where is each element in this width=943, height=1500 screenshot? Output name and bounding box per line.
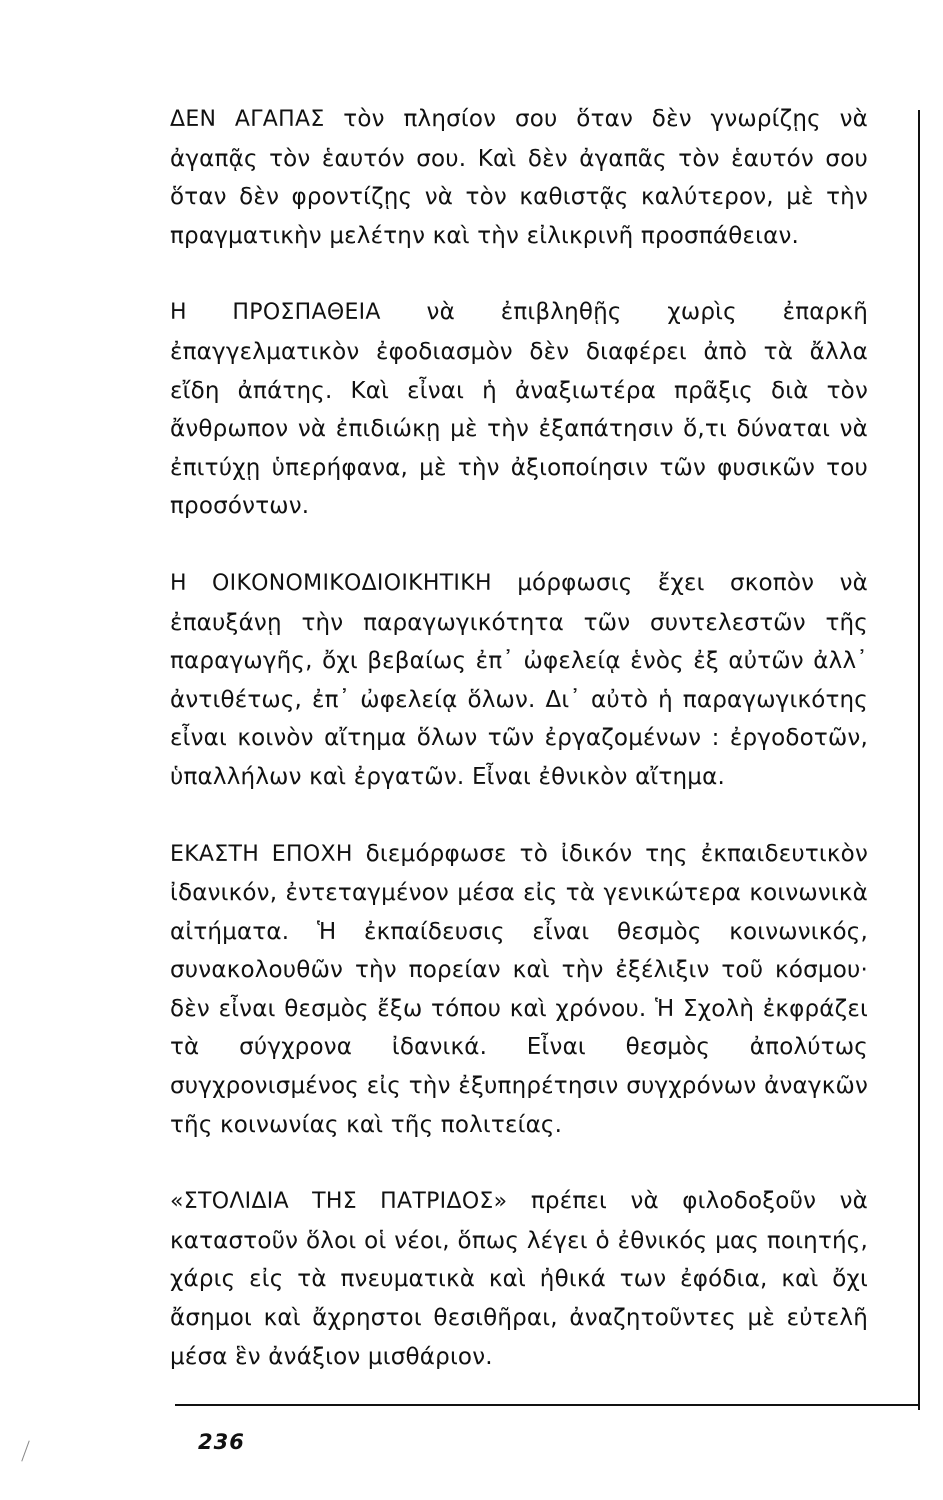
paragraph-prospatheia (170, 293, 868, 526)
text-column (170, 100, 868, 1414)
paragraph-body: νὰ ἐπιβληθῇς χωρὶς ἐπαρκῆ ἐπαγγελματικὸν ἐφοδιασμὸν δὲν διαφέρει ἀπὸ τὰ ἄλλα εἴδη ἀπάτης. Καὶ εἶναι ἡ ἀναξιωτέρα πρᾶξις διὰ τὸν ἄνθρωπον νὰ ἐπιδιώκῃ μὲ τὴν ἐξαπάτησιν ὅ,τι δύναται νὰ ἐπιτύχῃ ὑπερήφανα, μὲ τὴν ἀξιοποίησιν τῶν φυσικῶν του προσόντων. (170, 299, 868, 520)
paragraph-lead: ΔΕΝ ΑΓΑΠΑΣ (170, 107, 325, 132)
paragraph-lead: Η ΟΙΚΟΝΟΜΙΚΟΔΙΟΙΚΗΤΙΚΗ (170, 570, 492, 596)
paragraph-lead: ΕΚΑΣΤΗ ΕΠΟΧΗ (170, 841, 353, 867)
paragraph-ekasti-epochi (170, 835, 868, 1145)
paragraph-body: τὸν πλησίον σου ὅταν δὲν γνωρίζῃς νὰ ἀγαπᾷς τὸν ἑαυτόν σου. Καὶ δὲν ἀγαπᾶς τὸν ἑαυτόν σου ὅταν δὲν φροντίζῃς νὰ τὸν καθιστᾷς καλύτερον, μὲ τὴν πραγματικὴν μελέτην καὶ τὴν εἰλικρινῆ προσπάθειαν. (170, 106, 869, 249)
footer-rule (175, 1404, 920, 1406)
paragraph-oikonomikodioikitiki (170, 564, 868, 797)
paragraph-body: διεμόρφωσε τὸ ἰδικόν της ἐκπαιδευτικὸν ἰδανικόν, ἐντεταγμένον μέσα εἰς τὰ γενικώτερα κοινωνικὰ αἰτήματα. Ἡ ἐκπαίδευσις εἶναι θεσμὸς κοινωνικός, συνακολουθῶν τὴν πορείαν καὶ τὴν ἐξέλιξιν τοῦ κόσμου· δὲν εἶναι θεσμὸς ἔξω τόπου καὶ χρόνου. Ἡ Σχολὴ ἐκφράζει τὰ σύγχρονα ἰδανικά. Εἶναι θεσμὸς ἀπολύτως συγχρονισμένος εἰς τὴν ἐξυπηρέτησιν συγχρόνων ἀναγκῶν τῆς κοινωνίας καὶ τῆς πολιτείας. (170, 840, 868, 1138)
paragraph-stolidia (170, 1182, 868, 1376)
paragraph-lead: Η ΠΡΟΣΠΑΘΕΙΑ (170, 300, 381, 326)
paragraph-body: πρέπει νὰ φιλοδοξοῦν νὰ καταστοῦν ὅλοι οἱ νέοι, ὅπως λέγει ὁ ἐθνικός μας ποιητής, χάρις εἰς τὰ πνευματικὰ καὶ ἠθικά των ἐφόδια, καὶ ὄχι ἄσημοι καὶ ἄχρηστοι θεσιθῆραι, ἀναζητοῦντες μὲ εὐτελῆ μέσα ἓν ἀνάξιον μισθάριον. (170, 1188, 868, 1370)
paragraph-lead: «ΣΤΟΛΙΔΙΑ ΤΗΣ ΠΑΤΡΙΔΟΣ» (170, 1189, 508, 1215)
paragraph-den-agapas (170, 100, 868, 255)
margin-pencil-mark (21, 1440, 29, 1461)
paragraph-body: μόρφωσις ἔχει σκοπὸν νὰ ἐπαυξάνῃ τὴν παραγωγικότητα τῶν συντελεστῶν τῆς παραγωγῆς, ὄχι βεβαίως ἐπ᾿ ὠφελείᾳ ἑνὸς ἐξ αὐτῶν ἀλλ᾿ ἀντιθέτως, ἐπ᾿ ὠφελείᾳ ὅλων. Δι᾿ αὐτὸ ἡ παραγωγικότης εἶναι κοινὸν αἴτημα ὅλων τῶν ἐργαζομένων : ἐργοδοτῶν, ὑπαλλήλων καὶ ἐργατῶν. Εἶναι ἐθνικὸν αἴτημα. (170, 569, 868, 790)
page-number: 236 (198, 1430, 245, 1454)
right-margin-rule (918, 110, 920, 1410)
